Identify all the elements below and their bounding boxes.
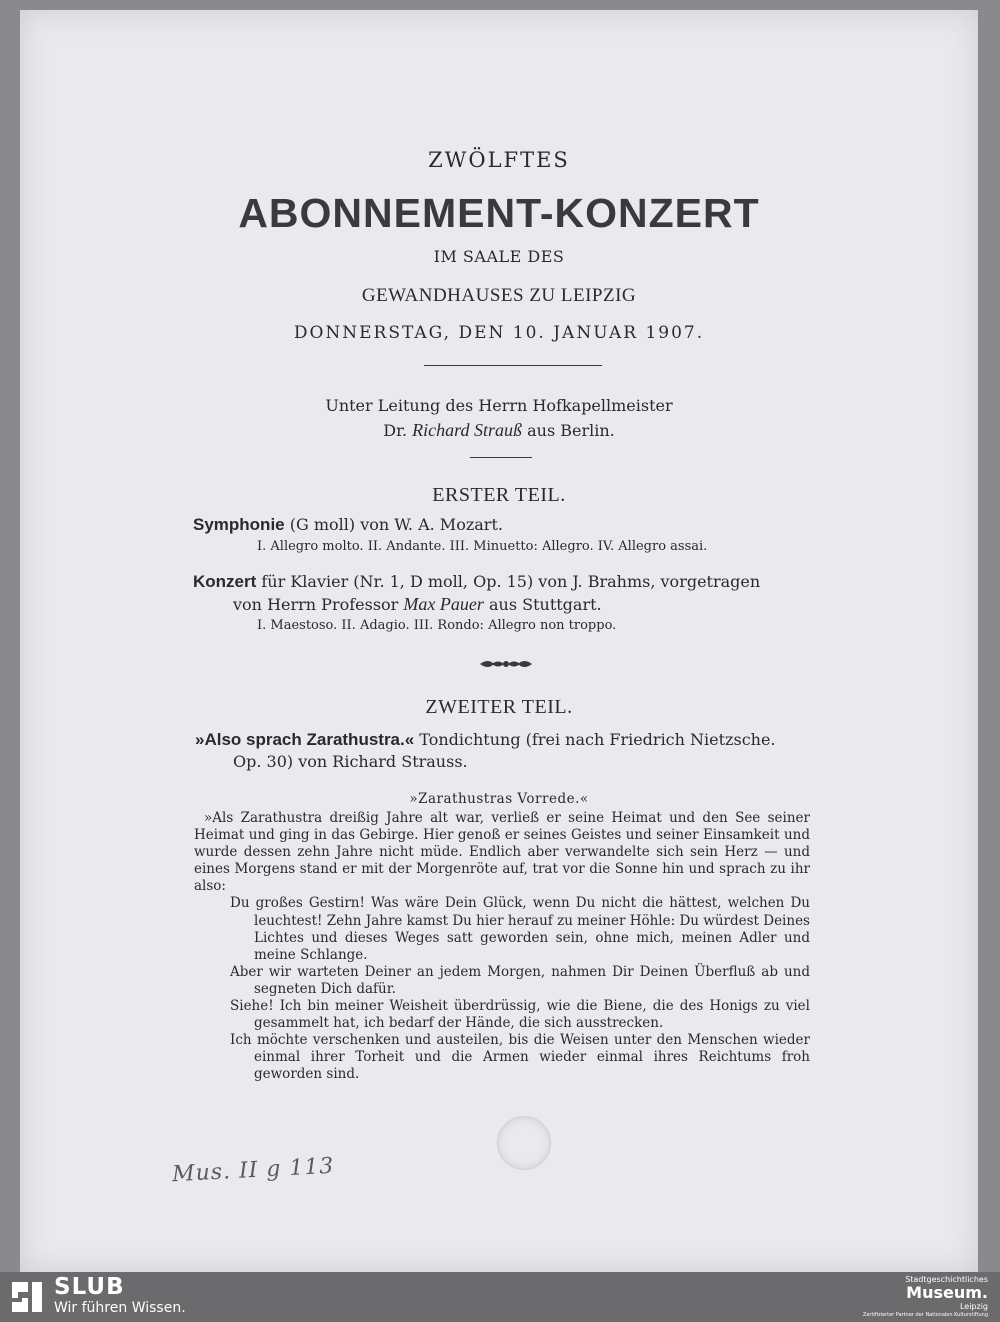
- viewer-footer: [0, 1272, 1000, 1322]
- quote-paragraph: Siehe! Ich bin meiner Weisheit überdrüssig, wie die Biene, die des Honigs zu viel gesammelt hat, ich bedarf der Hände, die sich ausstrecken.: [230, 998, 810, 1032]
- soloist-prefix: von Herrn Professor: [233, 595, 399, 614]
- part-two-heading: ZWEITER TEIL.: [425, 696, 573, 718]
- slub-logo-icon[interactable]: [8, 1278, 46, 1316]
- conductor-prefix: Dr.: [383, 421, 408, 440]
- work-concerto-details: für Klavier (Nr. 1, D moll, Op. 15) von J. Brahms, vorgetragen: [261, 572, 761, 591]
- soloist-name: Max Pauer: [403, 594, 484, 614]
- concert-program-sheet: [20, 10, 978, 1272]
- slub-tagline: Wir führen Wissen.: [54, 1300, 186, 1316]
- work-zarathustra-details: Tondichtung (frei nach Friedrich Nietzsche.: [419, 730, 776, 749]
- conductor-suffix: aus Berlin.: [527, 421, 615, 440]
- work-symphony-details: (G moll) von W. A. Mozart.: [289, 515, 503, 534]
- divider-rule-short: [470, 457, 532, 458]
- symphony-movements: I. Allegro molto. II. Andante. III. Minuetto: Allegro. IV. Allegro assai.: [257, 539, 708, 554]
- work-zarathustra-line-2: Op. 30) von Richard Strauss.: [233, 752, 468, 771]
- handwritten-shelfmark: Mus. II g 113: [171, 1153, 335, 1188]
- venue-line-2: GEWANDHAUSES ZU LEIPZIG: [361, 285, 637, 306]
- work-symphony-title: Symphonie: [193, 515, 285, 534]
- quote-paragraph: Aber wir warteten Deiner an jedem Morgen, nahmen Dir Deinen Überfluß ab und segneten Dich dafür.: [230, 963, 810, 997]
- quote-paragraph: Du großes Gestirn! Was wäre Dein Glück, wenn Du nicht die hättest, welchen Du leuchtest! Zehn Jahre kamst Du hier herauf zu meiner Höhle: Du würdest Deines Lichtes und dieses Weges satt geworden sein, ohne mich, meinen Adler und meine Schlange.: [230, 895, 810, 963]
- work-symphony: [193, 515, 503, 535]
- venue-line-1: IM SAALE DES: [433, 247, 565, 266]
- concert-date: DONNERSTAG, DEN 10. JANUAR 1907.: [293, 323, 705, 343]
- quote-title: »Zarathustras Vorrede.«: [409, 791, 589, 807]
- conductor-name: Richard Strauß: [412, 420, 522, 440]
- divider-rule: [424, 365, 602, 366]
- museum-city: Leipzig: [959, 1302, 988, 1311]
- museum-wordmark[interactable]: Museum.: [906, 1283, 988, 1302]
- quote-paragraph: »Als Zarathustra dreißig Jahre alt war, verließ er seine Heimat und den See seiner Heimat und ging in das Gebirge. Hier genoß er seines Geistes und seiner Einsamkeit und wurde dessen zehn Jahre nicht müde. Endlich aber verwandelte sich sein Herz — und eines Morgens stand er mit der Morgenröte auf, trat vor die Sonne hin und sprach zu ihr also:: [194, 810, 810, 895]
- quote-body: [194, 810, 810, 1084]
- concerto-movements: I. Maestoso. II. Adagio. III. Rondo: Allegro non troppo.: [257, 618, 617, 633]
- work-concerto-title: Konzert: [193, 572, 257, 591]
- quote-paragraph: Ich möchte verschenken und austeilen, bis die Weisen unter den Menschen wieder einmal ihrer Torheit und die Armen wieder einmal ihres Reichtums froh geworden sind.: [230, 1032, 810, 1083]
- embossed-stamp: [497, 1116, 551, 1170]
- part-one-heading: ERSTER TEIL.: [432, 484, 566, 506]
- soloist-suffix: aus Stuttgart.: [488, 595, 602, 614]
- work-zarathustra: [195, 730, 776, 750]
- program-title: ABONNEMENT-KONZERT: [238, 190, 760, 236]
- museum-partner-note: Zertifizierter Partner der Nationalen Kulturstiftung: [862, 1312, 988, 1318]
- slub-wordmark[interactable]: SLUB: [54, 1274, 125, 1300]
- program-ordinal: ZWÖLFTES: [428, 148, 570, 172]
- conductor-line-1: Unter Leitung des Herrn Hofkapellmeister: [325, 396, 673, 415]
- fleuron-ornament-icon: [478, 656, 534, 672]
- work-concerto: [193, 572, 760, 592]
- work-zarathustra-title: »Also sprach Zarathustra.«: [195, 730, 415, 749]
- concerto-soloist-line: [233, 594, 602, 615]
- museum-label-top: Stadtgeschichtliches: [905, 1275, 988, 1284]
- conductor-line-2: [20, 420, 978, 441]
